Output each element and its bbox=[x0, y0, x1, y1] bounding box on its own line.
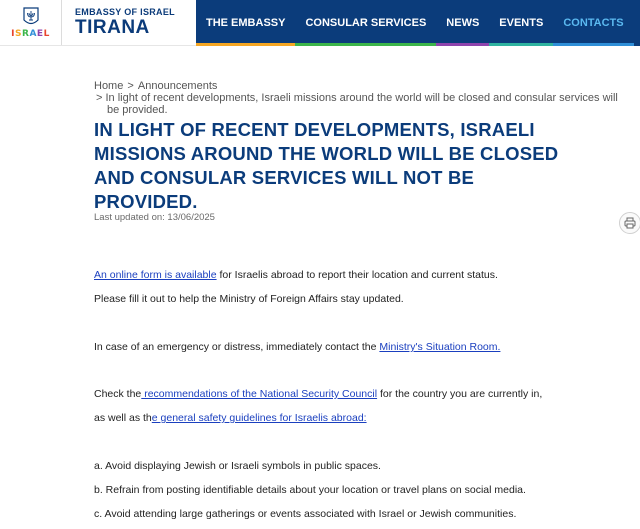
paragraph-nsc bbox=[94, 388, 542, 400]
breadcrumb-separator: > bbox=[96, 92, 106, 104]
list-item-b: b. Refrain from posting identifiable details about your location or travel plans on social media. bbox=[94, 484, 526, 496]
israel-wordmark bbox=[11, 29, 50, 39]
paragraph-fill-out: Please fill it out to help the Ministry of Foreign Affairs stay updated. bbox=[94, 293, 404, 305]
brand[interactable] bbox=[0, 0, 196, 46]
breadcrumb-current bbox=[94, 92, 640, 116]
paragraph-text: Check the bbox=[94, 388, 142, 400]
israel-logo[interactable] bbox=[0, 0, 62, 45]
paragraph-text: as well as th bbox=[94, 412, 152, 424]
online-form-link[interactable]: An online form is available bbox=[94, 269, 217, 281]
nav-the-embassy[interactable]: THE EMBASSY bbox=[196, 0, 295, 46]
nav-events[interactable]: EVENTS bbox=[489, 0, 553, 46]
nav-contacts[interactable]: CONTACTS bbox=[553, 0, 633, 46]
menorah-emblem-icon bbox=[22, 7, 40, 27]
nav-consular-services[interactable]: CONSULAR SERVICES bbox=[295, 0, 436, 46]
wordmark-letter: L bbox=[43, 28, 50, 39]
last-updated: Last updated on: 13/06/2025 bbox=[94, 212, 215, 223]
page-title: IN LIGHT OF RECENT DEVELOPMENTS, ISRAELI MISSIONS AROUND THE WORLD WILL BE CLOSED AND CONSULAR SERVICES WILL NOT BE PROVIDED. bbox=[94, 119, 559, 212]
brand-text bbox=[62, 0, 175, 45]
nav-news[interactable]: NEWS bbox=[436, 0, 489, 46]
paragraph-guidelines bbox=[94, 412, 367, 424]
site-header bbox=[0, 0, 640, 46]
print-button[interactable] bbox=[619, 212, 640, 234]
paragraph-online-form bbox=[94, 269, 498, 281]
list-item-a: a. Avoid displaying Jewish or Israeli symbols in public spaces. bbox=[94, 460, 381, 472]
breadcrumb-current-text: In light of recent developments, Israeli missions around the world will be closed and consular services will bbox=[105, 92, 618, 104]
brand-title: TIRANA bbox=[75, 17, 150, 38]
breadcrumb-current-cont: be provided. bbox=[107, 104, 168, 116]
main-nav bbox=[196, 0, 640, 46]
breadcrumb bbox=[94, 80, 640, 116]
paragraph-emergency bbox=[94, 341, 500, 353]
wordmark-letter: S bbox=[15, 28, 23, 39]
wordmark-letter: A bbox=[29, 28, 37, 39]
wordmark-letter: I bbox=[11, 28, 16, 39]
paragraph-text: for Israelis abroad to report their location and current status. bbox=[216, 269, 498, 281]
breadcrumb-announcements[interactable]: Announcements bbox=[137, 80, 218, 92]
wordmark-letter: E bbox=[36, 28, 44, 39]
brand-subtitle: EMBASSY OF ISRAEL bbox=[75, 7, 175, 17]
breadcrumb-separator: > bbox=[124, 80, 137, 92]
wordmark-letter: R bbox=[22, 28, 30, 39]
breadcrumb-home[interactable]: Home bbox=[94, 80, 124, 92]
paragraph-text: for the country you are currently in, bbox=[377, 388, 543, 400]
printer-icon bbox=[624, 217, 636, 229]
situation-room-link[interactable]: Ministry's Situation Room. bbox=[379, 341, 501, 353]
safety-guidelines-link[interactable]: e general safety guidelines for Israelis abroad: bbox=[151, 412, 367, 424]
list-item-c: c. Avoid attending large gatherings or events associated with Israel or Jewish communities. bbox=[94, 508, 517, 520]
paragraph-text: In case of an emergency or distress, immediately contact the bbox=[94, 341, 380, 353]
nsc-recommendations-link[interactable]: recommendations of the National Security Council bbox=[141, 388, 378, 400]
